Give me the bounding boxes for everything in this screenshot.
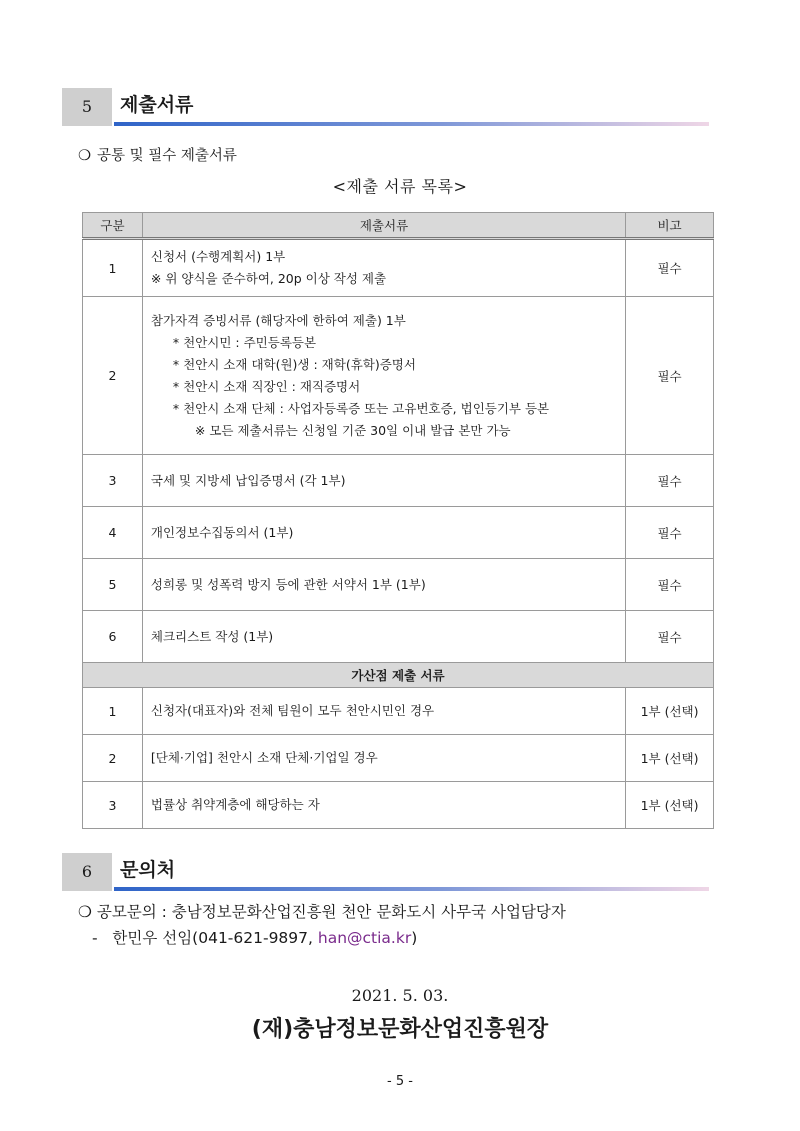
- table-row: [83, 297, 714, 455]
- row-number: 3: [83, 782, 143, 829]
- header-category: 구분: [83, 213, 143, 239]
- row-note: 필수: [626, 559, 714, 611]
- section-underline: [114, 887, 709, 891]
- table-row: [83, 455, 714, 507]
- row-number: 6: [83, 611, 143, 663]
- description-line: 신청서 (수행계획서) 1부: [150, 249, 286, 264]
- common-docs-heading-text: 공통 및 필수 제출서류: [97, 148, 237, 164]
- row-number: 2: [83, 735, 143, 782]
- description-line: 참가자격 증빙서류 (해당자에 한하여 제출) 1부: [150, 312, 406, 328]
- row-note: 필수: [626, 455, 714, 507]
- row-description: [142, 297, 625, 455]
- row-number: 5: [83, 559, 143, 611]
- description-subitem: * 천안시 소재 대학(원)생 : 재학(휴학)증명서: [172, 356, 416, 372]
- row-description: 국세 및 지방세 납입증명서 (각 1부): [142, 455, 625, 507]
- row-description: 개인정보수집동의서 (1부): [142, 507, 625, 559]
- header-note: 비고: [626, 213, 714, 239]
- page-number: - 5 -: [387, 1074, 413, 1089]
- row-number: 2: [83, 297, 143, 455]
- dash-bullet: -: [92, 929, 98, 947]
- contact-line-1: [78, 900, 566, 922]
- row-note: 필수: [626, 611, 714, 663]
- email-link[interactable]: han@ctia.kr: [317, 929, 412, 947]
- table-row: [83, 735, 714, 782]
- row-note: 1부 (선택): [626, 782, 714, 829]
- row-description: [142, 239, 625, 297]
- row-description: 체크리스트 작성 (1부): [142, 611, 625, 663]
- row-note: 1부 (선택): [626, 735, 714, 782]
- description-note: ※ 위 양식을 준수하여, 20p 이상 작성 제출: [150, 271, 387, 286]
- bonus-docs-header-row: [83, 663, 714, 688]
- row-number: 3: [83, 455, 143, 507]
- row-description: 신청자(대표자)와 전체 팀원이 모두 천안시민인 경우: [142, 688, 625, 735]
- document-date: 2021. 5. 03.: [351, 986, 449, 1005]
- bonus-docs-header: 가산점 제출 서류: [83, 663, 714, 688]
- section-number: 5: [62, 88, 112, 126]
- description-subitem: * 천안시 소재 단체 : 사업자등록증 또는 고유번호증, 법인등기부 등본: [172, 400, 550, 416]
- table-row: [83, 688, 714, 735]
- contact-text: 공모문의 : 충남정보문화산업진흥원 천안 문화도시 사무국 사업담당자: [96, 903, 566, 921]
- common-docs-heading: [78, 144, 237, 165]
- circle-bullet-icon: ❍: [78, 903, 92, 921]
- table-row: [83, 782, 714, 829]
- documents-table: [82, 212, 714, 829]
- row-number: 4: [83, 507, 143, 559]
- circle-bullet-icon: ❍: [78, 148, 91, 164]
- section-title: 문의처: [120, 859, 176, 881]
- row-note: 필수: [626, 297, 714, 455]
- section-underline: [114, 122, 709, 126]
- contact-suffix: ): [411, 929, 418, 947]
- section-title: 제출서류: [120, 94, 194, 116]
- organization-name: (재)충남정보문화산업진흥원장: [251, 1017, 549, 1042]
- table-row: [83, 239, 714, 297]
- contact-person: 한민우 선임(041-621-9897,: [112, 929, 318, 947]
- row-number: 1: [83, 688, 143, 735]
- row-description: [단체·기업] 천안시 소재 단체·기업일 경우: [142, 735, 625, 782]
- row-number: 1: [83, 239, 143, 297]
- table-caption: <제출 서류 목록>: [332, 177, 468, 196]
- row-note: 1부 (선택): [626, 688, 714, 735]
- description-subitem: * 천안시민 : 주민등록등본: [172, 334, 317, 350]
- description-note: ※ 모든 제출서류는 신청일 기준 30일 이내 발급 본만 가능: [194, 422, 511, 438]
- table-row: [83, 611, 714, 663]
- description-subitem: * 천안시 소재 직장인 : 재직증명서: [172, 378, 361, 394]
- row-description: 성희롱 및 성폭력 방지 등에 관한 서약서 1부 (1부): [142, 559, 625, 611]
- header-documents: 제출서류: [142, 213, 625, 239]
- section-number: 6: [62, 853, 112, 891]
- contact-line-2: [92, 926, 417, 948]
- row-note: 필수: [626, 507, 714, 559]
- table-row: [83, 559, 714, 611]
- table-header-row: [83, 213, 714, 239]
- row-note: 필수: [626, 239, 714, 297]
- row-description: 법률상 취약계층에 해당하는 자: [142, 782, 625, 829]
- table-row: [83, 507, 714, 559]
